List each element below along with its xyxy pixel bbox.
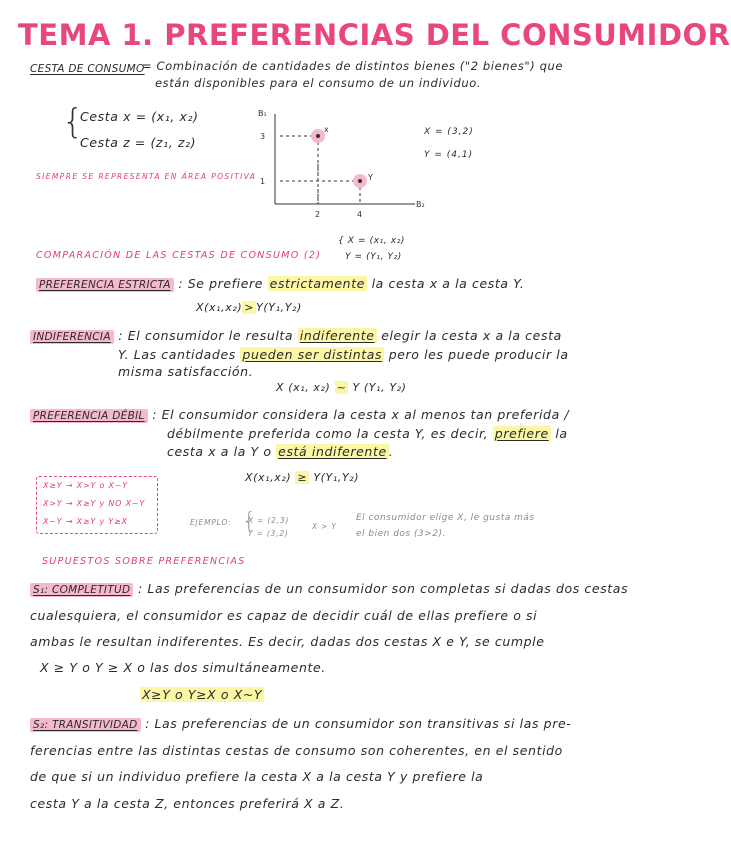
y-tick-3: 3 [260,132,266,141]
point-x [316,134,320,138]
cesta-def-line2: están disponibles para el consumo de un individuo. [155,76,482,90]
s2-line1 [30,716,571,731]
indiferencia-line1 [30,328,562,343]
indiferencia-label: INDIFERENCIA [30,330,114,344]
s2-line3: de que si un individuo prefiere la cesta X a la cesta Y y prefiere la [30,769,484,784]
s1-line4: X ≥ Y o Y ≥ X o las dos simultáneamente. [40,660,326,675]
indiferencia-formula [276,381,407,394]
estricta-formula [196,301,302,314]
s2-label: S₂: TRANSITIVIDAD [30,718,141,732]
indiferencia-line2 [118,347,569,362]
relations-row2: X>Y → X≥Y y NO X~Y [43,499,146,508]
indiferencia-line2-b: pero les puede producir la [388,347,569,362]
comparacion-x-text: X = (x₁, x₂) [347,236,406,246]
point-x-label: x [324,125,329,134]
indiferencia-formula-a: X (x₁, x₂) [276,381,331,394]
debil-formula-b: Y(Y₁,Y₂) [313,471,360,484]
debil-line3-b: . [388,444,394,459]
estricta-text-a: : Se prefiere [178,276,264,291]
cesta-def-line1: = Combinación de cantidades de distintos bienes ("2 bienes") que [142,59,564,73]
indiferencia-line1-b: elegir la cesta x a la cesta [381,328,562,343]
x-axis-label: B₂ [416,200,425,209]
indiferencia-formula-b: Y (Y₁, Y₂) [352,381,407,394]
point-y-label: Y [368,173,373,182]
ejemplo-y: Y = (3,2) [248,529,289,538]
debil-line2-a: débilmente preferida como la cesta Y, es decir, [167,426,489,441]
s1-label: S₁: COMPLETITUD [30,583,133,597]
comparacion-heading: COMPARACIÓN DE LAS CESTAS DE CONSUMO (2) [36,250,322,261]
debil-formula-a: X(x₁,x₂) [245,471,292,484]
relations-box [36,476,158,534]
estricta-label: PREFERENCIA ESTRICTA [36,278,174,292]
debil-line3-a: cesta x a la Y o [167,444,272,459]
estricta-text-b: la cesta x a la cesta Y. [371,276,525,291]
estricta-formula-op: > [244,301,255,314]
indiferencia-line1-a: : El consumidor le resulta [118,328,294,343]
debil-line2-hl: prefiere [494,426,549,441]
ejemplo-comment1: El consumidor elige X, le gusta más [356,513,535,523]
cesta-z: Cesta z = (z₁, z₂) [80,135,197,150]
relations-row3: X~Y → X≥Y y Y≥X [43,517,128,526]
s1-line3: ambas le resultan indiferentes. Es decir, dadas dos cestas X e Y, se cumple [30,634,545,649]
s1-line2: cualesquiera, el consumidor es capaz de decidir cuál de ellas prefiere o si [30,608,538,623]
s1-line1 [30,581,628,596]
estricta-text-hl: estrictamente [269,276,365,291]
x-value: X = (3,2) [424,127,474,137]
relations-row1: X≥Y → X>Y o X~Y [43,481,128,490]
ejemplo-comment2: el bien dos (3>2). [356,529,446,539]
cesta-term [30,63,145,75]
consumption-graph [250,104,450,224]
debil-label: PREFERENCIA DÉBIL [30,409,148,423]
supuestos-heading: SUPUESTOS SOBRE PREFERENCIAS [42,556,246,567]
debil-line2-b: la [555,426,568,441]
s1-line1-text: : Las preferencias de un consumidor son completas si dadas dos cestas [138,581,629,596]
debil-line1-text: : El consumidor considera la cesta x al menos tan preferida / [152,407,570,422]
indiferencia-formula-op: ~ [336,381,347,394]
comparacion-y: Y = (Y₁, Y₂) [345,252,402,262]
cesta-term-label: CESTA DE CONSUMO [30,63,145,75]
y-tick-1: 1 [260,177,266,186]
indiferencia-line3: misma satisfacción. [118,364,254,379]
debil-line3 [167,444,393,459]
estricta-formula-a: X(x₁,x₂) [196,301,243,314]
debil-line1 [30,407,569,422]
ejemplo-result: X > Y [312,522,337,531]
x-tick-4: 4 [357,210,363,219]
y-value: Y = (4,1) [424,150,474,160]
point-y [358,179,362,183]
cesta-x: Cesta x = (x₁, x₂) [80,109,199,124]
cesta-note: SIEMPRE SE REPRESENTA EN ÁREA POSITIVA [36,172,257,181]
brace: { [62,102,84,142]
comparacion-x: { X = (x₁, x₂) [338,236,406,246]
s2-line1-text: : Las preferencias de un consumidor son transitivas si las pre- [145,716,572,731]
debil-line2 [167,426,568,441]
estricta-row [36,276,524,291]
ejemplo-brace: { [242,509,256,534]
indiferencia-line2-a: Y. Las cantidades [118,347,236,362]
indiferencia-line2-hl: pueden ser distintas [242,347,383,362]
x-tick-2: 2 [315,210,321,219]
indiferencia-line1-hl: indiferente [299,328,375,343]
s1-formula: X≥Y o Y≥X o X~Y [142,687,263,702]
estricta-formula-b: Y(Y₁,Y₂) [256,301,302,314]
debil-line3-hl: está indiferente [278,444,387,459]
s2-line4: cesta Y a la cesta Z, entonces preferirá X a Z. [30,796,345,811]
y-axis-label: B₁ [258,109,267,118]
ejemplo-x: X = (2,3) [248,516,290,525]
debil-formula-op: ≥ [297,471,308,484]
s2-line2: ferencias entre las distintas cestas de consumo son coherentes, en el sentido [30,743,563,758]
debil-formula [245,471,359,484]
page-title: TEMA 1. PREFERENCIAS DEL CONSUMIDOR [18,18,731,52]
ejemplo-label: EJEMPLO: [190,518,232,527]
